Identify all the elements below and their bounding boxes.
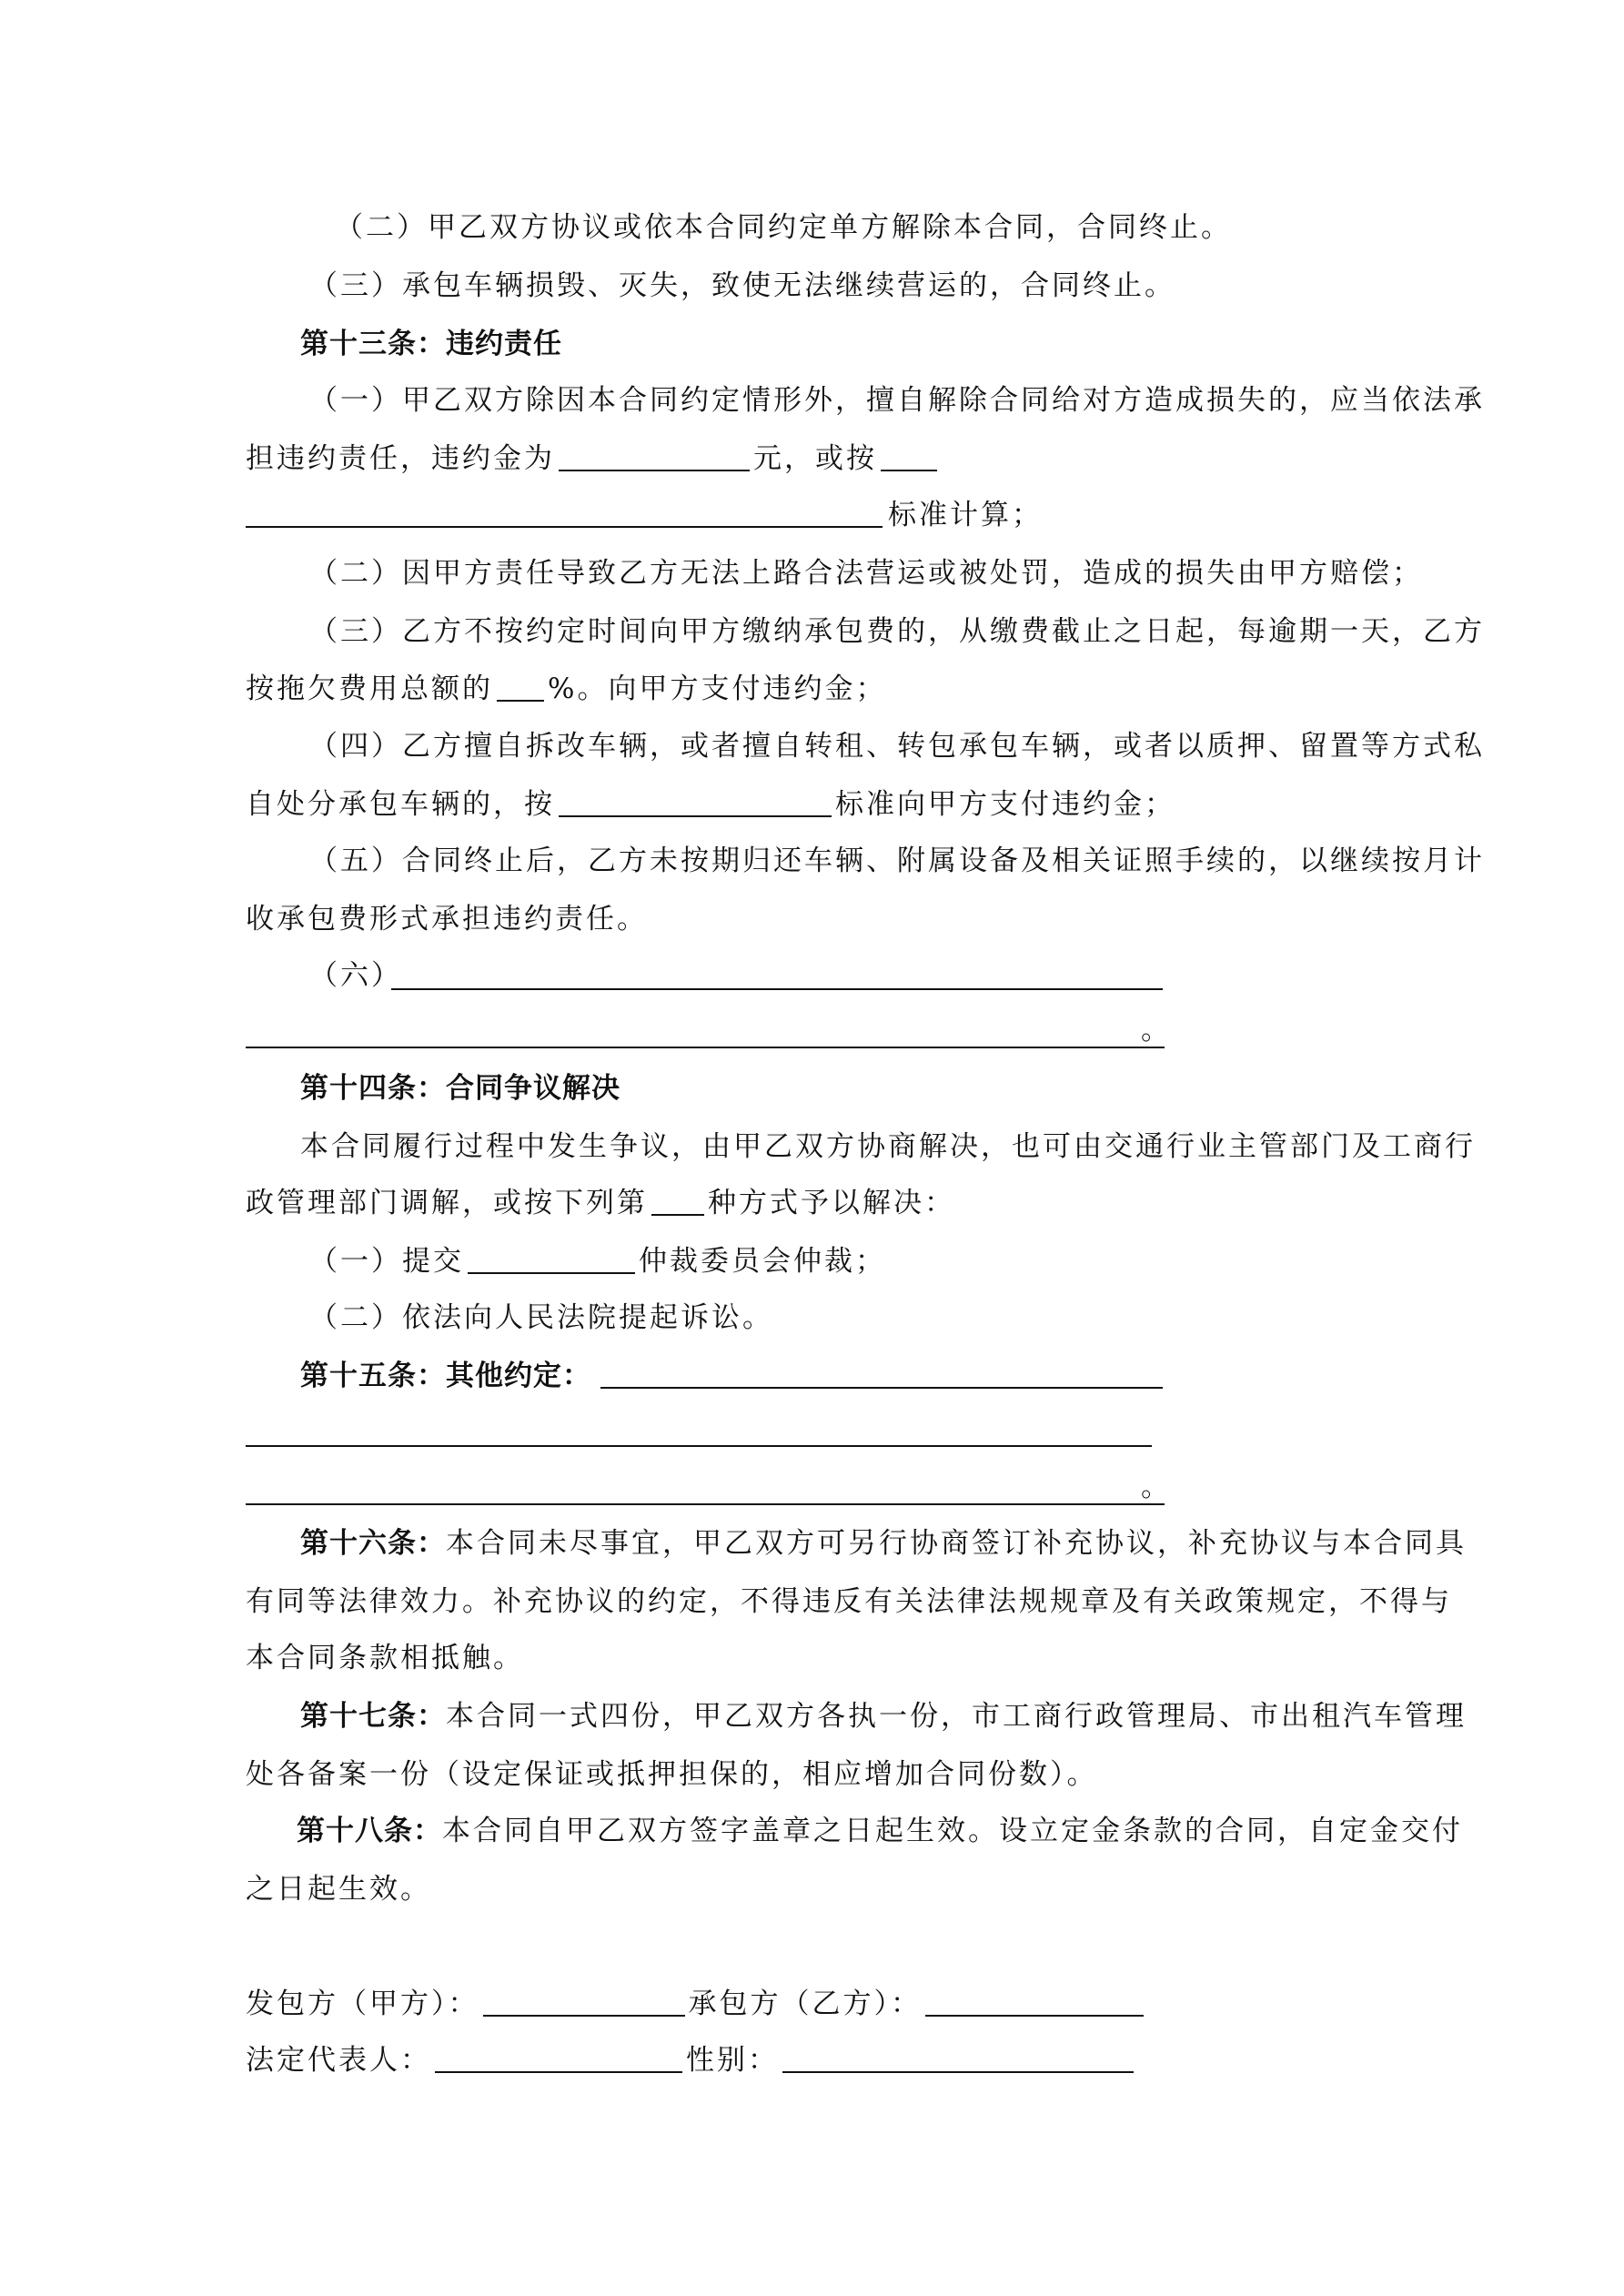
art13-item3-line1: （三）乙方不按约定时间向甲方缴纳承包费的，从缴费截止之日起，每逾期一天，乙方 [309, 615, 1485, 648]
arbitration-commission-field[interactable] [468, 1245, 635, 1274]
signature-row-2 [246, 2042, 1137, 2079]
art13-heading: 第十三条：违约责任 [300, 328, 562, 360]
art14-body-text-a: 政管理部门调解，或按下列第 [246, 1187, 648, 1219]
art13-item1-text-a: 担违约责任，违约金为 [246, 442, 555, 475]
art13-item1-text-b: 元，或按 [753, 442, 877, 475]
art17-line1 [300, 1698, 1467, 1735]
art13-item3-line2 [246, 671, 886, 707]
art14-item2: （二）依法向人民法院提起诉讼。 [309, 1301, 773, 1334]
art16-heading: 第十六条： [300, 1527, 446, 1560]
party-a-label: 发包方（甲方）： [246, 1988, 479, 2020]
penalty-standard-field[interactable] [881, 442, 937, 471]
art13-item4-text-b: 标准向甲方支付违约金； [835, 788, 1175, 821]
art17-heading: 第十七条： [300, 1700, 446, 1733]
gender-label: 性别： [686, 2044, 779, 2077]
art18-line2: 之日起生效。 [246, 1873, 431, 1906]
art14-heading: 第十四条：合同争议解决 [300, 1072, 620, 1105]
unauthorized-disposal-standard-field[interactable] [559, 788, 832, 817]
other-terms-field-line3[interactable] [246, 1503, 1165, 1505]
dispute-method-number-field[interactable] [651, 1187, 704, 1216]
gender-field[interactable] [782, 2044, 1134, 2073]
other-terms-field-line2[interactable] [246, 1445, 1152, 1447]
art13-item1-line2 [246, 440, 941, 477]
art14-body-text-b: 种方式予以解决： [708, 1187, 955, 1219]
art13-item3-text-b: %。向甲方支付违约金； [548, 673, 887, 705]
art17-line2: 处各备案一份（设定保证或抵押担保的，相应增加合同份数）。 [246, 1758, 1098, 1791]
art13-item6-end: 。 [1141, 1014, 1169, 1047]
art13-item5-line1: （五）合同终止后，乙方未按期归还车辆、附属设备及相关证照手续的，以继续按月计 [309, 845, 1485, 877]
art13-item4-line1: （四）乙方擅自拆改车辆，或者擅自转租、转包承包车辆，或者以质押、留置等方式私 [309, 730, 1485, 763]
art13-item4-line2 [246, 786, 1175, 823]
art16-line1 [300, 1525, 1467, 1562]
art16-line3: 本合同条款相抵触。 [246, 1642, 524, 1674]
art15-end: 。 [1141, 1471, 1169, 1503]
art14-item1 [309, 1243, 886, 1279]
art13-item1-line1: （一）甲乙双方除因本合同约定情形外，擅自解除合同给对方造成损失的，应当依法承 [309, 384, 1485, 417]
art18-line1 [297, 1813, 1463, 1849]
late-fee-percent-field[interactable] [497, 673, 544, 702]
art16-text: 本合同未尽事宜，甲乙双方可另行协商签订补充协议，补充协议与本合同具 [446, 1527, 1467, 1560]
art12-item3: （三）承包车辆损毁、灭失，致使无法继续营运的，合同终止。 [309, 269, 1175, 302]
art13-item6-field[interactable] [391, 988, 1163, 990]
art18-heading: 第十八条： [297, 1815, 442, 1847]
art13-item3-text-a: 按拖欠费用总额的 [246, 673, 493, 705]
party-b-label: 承包方（乙方）： [688, 1988, 922, 2020]
art13-item5-line2: 收承包费形式承担违约责任。 [246, 903, 648, 936]
art12-item2: （二）甲乙双方协议或依本合同约定单方解除本合同，合同终止。 [335, 211, 1232, 244]
signature-row-1 [246, 1986, 1147, 2022]
art15-heading: 第十五条：其他约定： [300, 1360, 591, 1392]
art14-body-line2 [246, 1185, 955, 1221]
art17-text: 本合同一式四份，甲乙双方各执一份，市工商行政管理局、市出租汽车管理 [446, 1700, 1467, 1733]
art14-item1-text-a: （一）提交 [309, 1245, 464, 1278]
art13-item4-text-a: 自处分承包车辆的，按 [246, 788, 555, 821]
art14-item1-text-b: 仲裁委员会仲裁； [639, 1245, 886, 1278]
party-b-field[interactable] [925, 1988, 1144, 2017]
art13-item2: （二）因甲方责任导致乙方无法上路合法营运或被处罚，造成的损失由甲方赔偿； [309, 557, 1423, 590]
art18-text: 本合同自甲乙双方签字盖章之日起生效。设立定金条款的合同，自定金交付 [442, 1815, 1463, 1847]
legal-rep-label: 法定代表人： [246, 2044, 431, 2077]
penalty-amount-field[interactable] [559, 442, 750, 471]
art13-item6-label: （六） [309, 959, 402, 992]
other-terms-field-line1[interactable] [600, 1387, 1163, 1389]
penalty-standard-continued-field[interactable] [246, 526, 883, 528]
party-a-field[interactable] [483, 1988, 685, 2017]
legal-rep-field[interactable] [435, 2044, 682, 2073]
art14-body-line1: 本合同履行过程中发生争议，由甲乙双方协商解决，也可由交通行业主管部门及工商行 [300, 1130, 1476, 1163]
art16-line2: 有同等法律效力。补充协议的约定，不得违反有关法律法规规章及有关政策规定，不得与 [246, 1585, 1452, 1618]
art13-item1-line3: 标准计算； [888, 499, 1043, 531]
art13-item6-field-continued[interactable] [246, 1047, 1165, 1048]
